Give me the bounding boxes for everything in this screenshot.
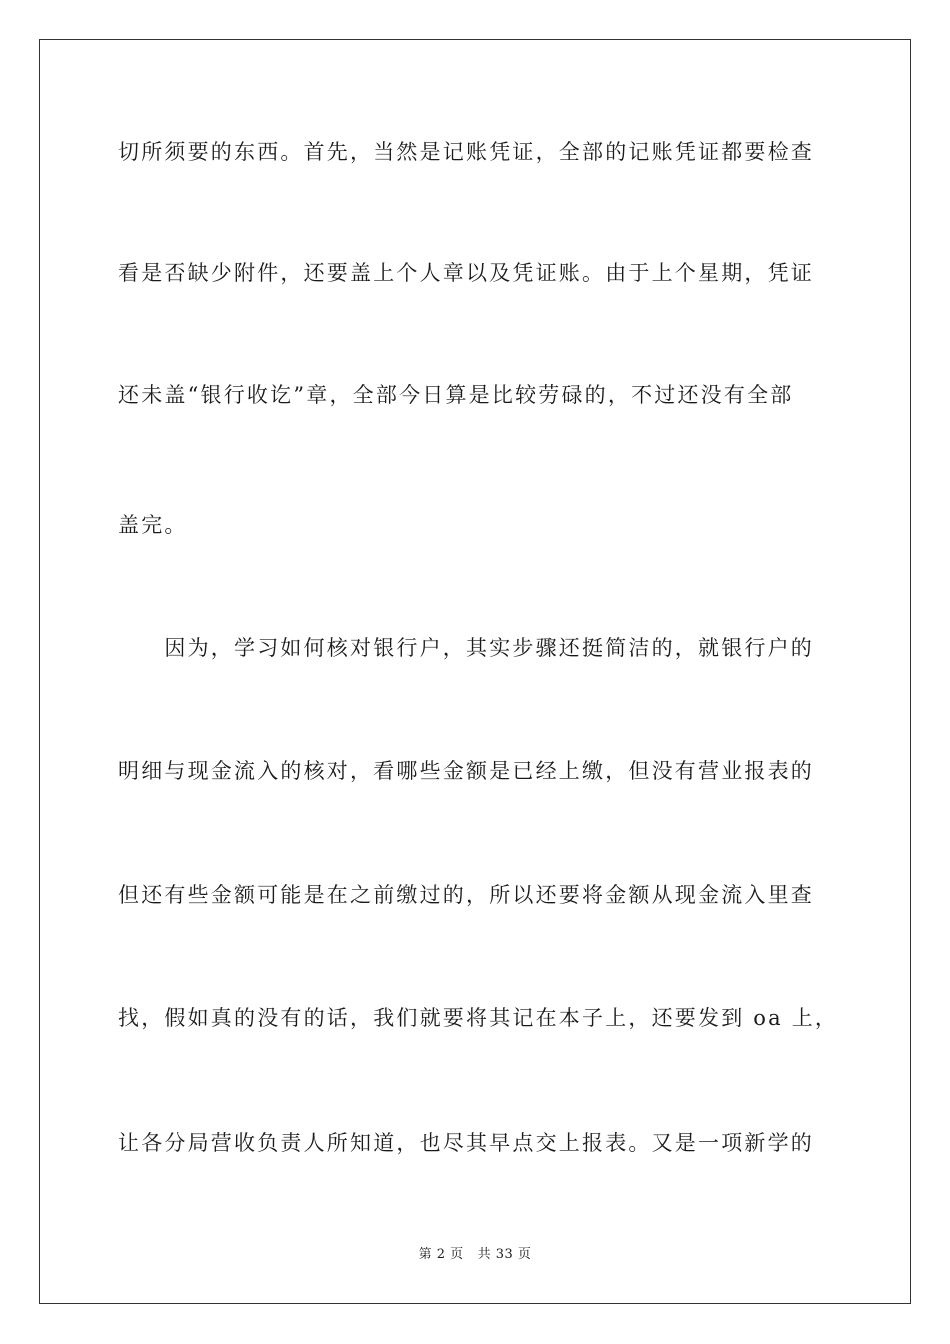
body-line: 盖完。: [118, 513, 188, 537]
body-line: 因为，学习如何核对银行户，其实步骤还挺简洁的，就银行户的: [118, 636, 814, 660]
page-footer: [0, 1246, 950, 1264]
body-line: 看是否缺少附件，还要盖上个人章以及凭证账。由于上个星期，凭证: [118, 261, 814, 285]
page-total: 共 33 页: [477, 1247, 532, 1262]
body-line: 找，假如真的没有的话，我们就要将其记在本子上，还要发到 oa 上，: [118, 1006, 839, 1030]
page-number: 第 2 页: [418, 1247, 464, 1262]
body-line: 明细与现金流入的核对，看哪些金额是已经上缴，但没有营业报表的: [118, 759, 814, 783]
body-line: 切所须要的东西。首先，当然是记账凭证，全部的记账凭证都要检查: [118, 140, 814, 164]
body-line: 让各分局营收负责人所知道，也尽其早点交上报表。又是一项新学的: [118, 1131, 814, 1155]
page-border: [39, 39, 911, 1304]
body-line: 但还有些金额可能是在之前缴过的，所以还要将金额从现金流入里查: [118, 883, 814, 907]
body-line: 还未盖“银行收讫”章，全部今日算是比较劳碌的，不过还没有全部: [118, 383, 794, 407]
